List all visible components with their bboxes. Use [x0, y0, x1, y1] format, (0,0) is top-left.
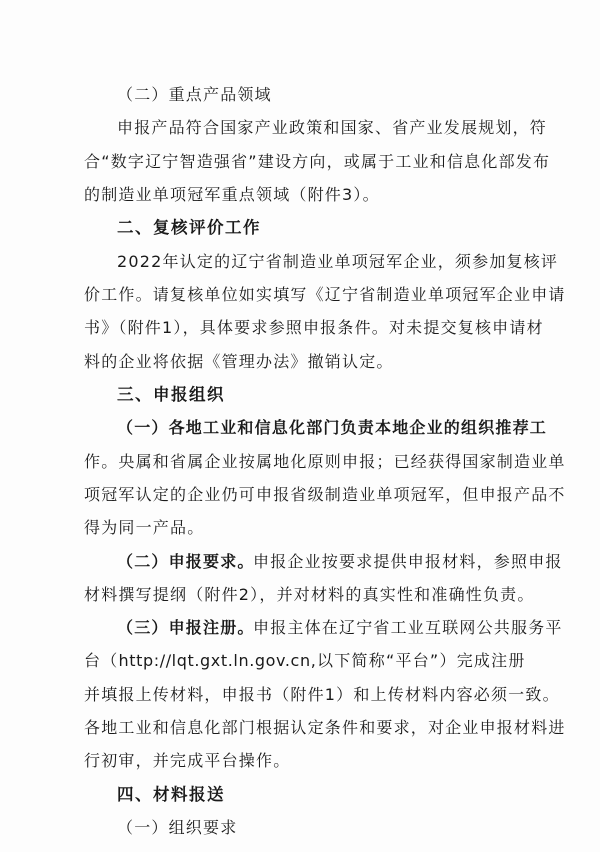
paragraph-line: [0, 578, 600, 612]
paragraph-line: [0, 478, 600, 512]
paragraph-text: 料的企业将依据《管理办法》撤销认定。: [84, 351, 394, 371]
item-lead-text: （二）申报要求。: [117, 551, 255, 571]
paragraph-text: 项冠军认定的企业仍可申报省级制造业单项冠军，但申报产品不: [84, 484, 566, 504]
section-heading: [0, 378, 600, 412]
paragraph-line: [0, 644, 600, 678]
paragraph-text: 的制造业单项冠军重点领域（附件3）。: [84, 184, 380, 204]
paragraph-line: [0, 445, 600, 479]
paragraph-text: 申报主体在辽宁省工业互联网公共服务平: [253, 618, 563, 638]
paragraph-line: [0, 511, 600, 545]
paragraph-text: 作。央属和省属企业按属地化原则申报；已经获得国家制造业单: [84, 451, 566, 471]
item-lead-text: （三）申报注册。: [117, 618, 255, 638]
section-heading-text: 二、复核评价工作: [117, 218, 261, 238]
subsection-heading-text: （一）组织要求: [117, 818, 238, 838]
paragraph-line: [0, 411, 600, 445]
paragraph-text: 合“数字辽宁智造强省”建设方向，或属于工业和信息化部发布: [84, 151, 551, 171]
paragraph-line: [0, 111, 600, 145]
paragraph-text: 2022年认定的辽宁省制造业单项冠军企业，须参加复核评: [117, 251, 559, 271]
paragraph-text: 得为同一产品。: [84, 518, 205, 538]
paragraph-line: [0, 178, 600, 212]
paragraph-line: [0, 711, 600, 745]
section-heading-text: 四、材料报送: [117, 784, 225, 804]
paragraph-line: [0, 611, 600, 645]
paragraph-text: 台（http://lqt.gxt.ln.gov.cn,以下简称“平台”）完成注册: [84, 651, 525, 671]
paragraph-line: [0, 744, 600, 778]
paragraph-line: [0, 311, 600, 345]
paragraph-text: 书》（附件1），具体要求参照申报条件。对未提交复核申请材: [84, 318, 544, 338]
paragraph-text: 申报产品符合国家产业政策和国家、省产业发展规划，符: [117, 118, 548, 138]
paragraph-line: [0, 545, 600, 579]
subsection-heading-text: （二）重点产品领域: [117, 85, 272, 104]
subsection-heading: [0, 78, 600, 112]
section-heading: [0, 778, 600, 812]
paragraph-text: 价工作。请复核单位如实填写《辽宁省制造业单项冠军企业申请: [84, 284, 566, 304]
paragraph-line: [0, 245, 600, 279]
section-heading-text: 三、申报组织: [117, 384, 225, 404]
section-heading: [0, 211, 600, 245]
paragraph-text: 申报企业按要求提供申报材料，参照申报: [253, 551, 563, 571]
paragraph-text: 行初审，并完成平台操作。: [84, 751, 291, 771]
paragraph-text: 并填报上传材料，申报书（附件1）和上传材料内容必须一致。: [84, 684, 560, 704]
paragraph-text: （一）各地工业和信息化部门负责本地企业的组织推荐工: [117, 418, 548, 438]
paragraph-line: [0, 678, 600, 712]
paragraph-line: [0, 278, 600, 312]
paragraph-line: [0, 345, 600, 379]
paragraph-text: 材料撰写提纲（附件2），并对材料的真实性和准确性负责。: [84, 584, 535, 604]
paragraph-text: 各地工业和信息化部门根据认定条件和要求，对企业申报材料进: [84, 718, 566, 738]
subsection-heading: [0, 811, 600, 845]
paragraph-line: [0, 145, 600, 179]
